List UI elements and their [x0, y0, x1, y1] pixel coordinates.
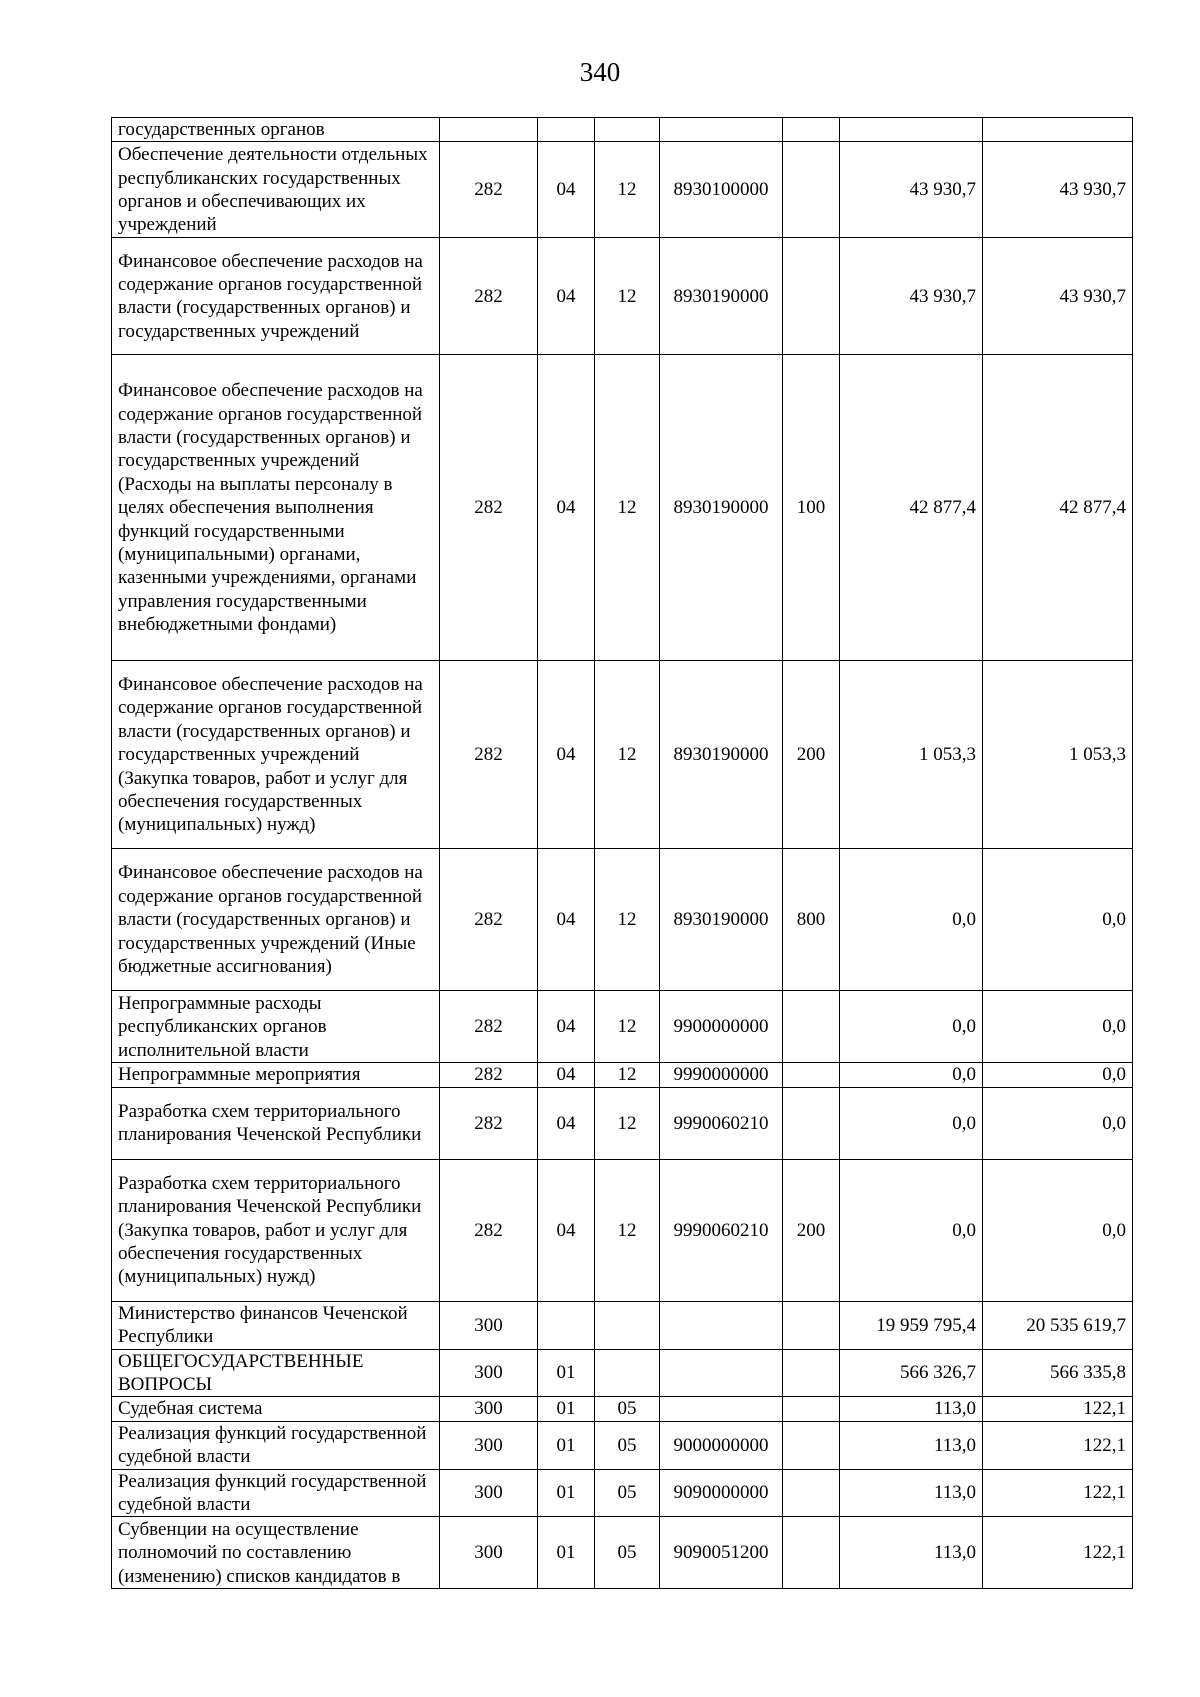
- row-vr: 200: [783, 661, 840, 849]
- table-row: [112, 1349, 1133, 1397]
- row-sum-1: 19 959 795,4: [840, 1301, 983, 1349]
- row-sum-2: 0,0: [983, 849, 1133, 991]
- row-sum-2: 1 053,3: [983, 661, 1133, 849]
- row-vr: [783, 1517, 840, 1589]
- row-csr: 8930190000: [660, 238, 783, 355]
- row-rz: 01: [538, 1469, 595, 1517]
- budget-table-body: [112, 118, 1133, 1589]
- row-rz: 04: [538, 991, 595, 1063]
- row-pr: [595, 118, 660, 142]
- row-vr: [783, 1469, 840, 1517]
- row-vr: 200: [783, 1159, 840, 1301]
- row-sum-2: [983, 118, 1133, 142]
- row-pr: 12: [595, 1159, 660, 1301]
- row-csr: [660, 1349, 783, 1397]
- row-sum-2: 122,1: [983, 1397, 1133, 1421]
- row-pr: 05: [595, 1469, 660, 1517]
- table-row: [112, 1087, 1133, 1159]
- row-name: ОБЩЕГОСУДАРСТВЕННЫЕ ВОПРОСЫ: [112, 1349, 440, 1397]
- row-csr: 8930100000: [660, 142, 783, 238]
- row-rz: 04: [538, 355, 595, 661]
- row-csr: 9090051200: [660, 1517, 783, 1589]
- row-rz: 04: [538, 849, 595, 991]
- row-pr: 12: [595, 1087, 660, 1159]
- row-sum-1: 43 930,7: [840, 238, 983, 355]
- row-pr: [595, 1301, 660, 1349]
- row-sum-1: 566 326,7: [840, 1349, 983, 1397]
- table-row: [112, 991, 1133, 1063]
- row-name: Финансовое обеспечение расходов на содержание органов государственной власти (государственных органов) и государственных учреждений: [112, 238, 440, 355]
- row-vr: [783, 1349, 840, 1397]
- table-row: [112, 1517, 1133, 1589]
- row-ved: 282: [440, 1159, 538, 1301]
- row-ved: 282: [440, 849, 538, 991]
- table-row: [112, 142, 1133, 238]
- table-row: [112, 1469, 1133, 1517]
- row-csr: 9990060210: [660, 1159, 783, 1301]
- row-csr: 9990060210: [660, 1087, 783, 1159]
- row-sum-2: 43 930,7: [983, 142, 1133, 238]
- row-rz: 04: [538, 661, 595, 849]
- row-ved: 300: [440, 1421, 538, 1469]
- row-sum-1: [840, 118, 983, 142]
- row-csr: 9000000000: [660, 1421, 783, 1469]
- row-sum-1: 113,0: [840, 1421, 983, 1469]
- row-rz: 04: [538, 1087, 595, 1159]
- row-sum-2: 20 535 619,7: [983, 1301, 1133, 1349]
- row-rz: 04: [538, 142, 595, 238]
- row-sum-1: 113,0: [840, 1517, 983, 1589]
- row-ved: 282: [440, 1063, 538, 1087]
- page-number: 340: [579, 57, 621, 87]
- row-ved: 282: [440, 238, 538, 355]
- row-name: Обеспечение деятельности отдельных республиканских государственных органов и обеспечивающих их учреждений: [112, 142, 440, 238]
- table-row: [112, 661, 1133, 849]
- row-sum-2: 43 930,7: [983, 238, 1133, 355]
- table-row: [112, 849, 1133, 991]
- row-name: Финансовое обеспечение расходов на содержание органов государственной власти (государственных органов) и государственных учреждений (Иные бюджетные ассигнования): [112, 849, 440, 991]
- row-sum-1: 0,0: [840, 1063, 983, 1087]
- row-csr: [660, 1397, 783, 1421]
- row-name: Судебная система: [112, 1397, 440, 1421]
- row-vr: [783, 1397, 840, 1421]
- table-row: [112, 355, 1133, 661]
- row-sum-1: 43 930,7: [840, 142, 983, 238]
- row-csr: 8930190000: [660, 661, 783, 849]
- table-row: [112, 1159, 1133, 1301]
- row-name: Разработка схем территориального планирования Чеченской Республики (Закупка товаров, работ и услуг для обеспечения государственных (муниципальных) нужд): [112, 1159, 440, 1301]
- row-ved: 282: [440, 142, 538, 238]
- row-vr: [783, 238, 840, 355]
- row-ved: 282: [440, 355, 538, 661]
- row-csr: 8930190000: [660, 849, 783, 991]
- table-row: [112, 1421, 1133, 1469]
- row-pr: 12: [595, 1063, 660, 1087]
- row-rz: 01: [538, 1349, 595, 1397]
- row-csr: 8930190000: [660, 355, 783, 661]
- row-pr: 05: [595, 1397, 660, 1421]
- row-rz: 04: [538, 1159, 595, 1301]
- row-pr: 05: [595, 1517, 660, 1589]
- row-name: Министерство финансов Чеченской Республики: [112, 1301, 440, 1349]
- row-name: государственных органов: [112, 118, 440, 142]
- row-name: Непрограммные расходы республиканских органов исполнительной власти: [112, 991, 440, 1063]
- row-ved: 282: [440, 1087, 538, 1159]
- row-rz: 01: [538, 1517, 595, 1589]
- row-csr: [660, 118, 783, 142]
- row-ved: 300: [440, 1397, 538, 1421]
- row-pr: 12: [595, 849, 660, 991]
- row-vr: [783, 118, 840, 142]
- row-vr: [783, 142, 840, 238]
- row-sum-2: 0,0: [983, 991, 1133, 1063]
- row-csr: 9090000000: [660, 1469, 783, 1517]
- row-ved: [440, 118, 538, 142]
- row-pr: [595, 1349, 660, 1397]
- table-row: [112, 1397, 1133, 1421]
- row-sum-1: 113,0: [840, 1397, 983, 1421]
- row-pr: 12: [595, 355, 660, 661]
- row-sum-1: 0,0: [840, 849, 983, 991]
- row-ved: 300: [440, 1301, 538, 1349]
- row-rz: 01: [538, 1397, 595, 1421]
- row-rz: [538, 1301, 595, 1349]
- table-row: [112, 118, 1133, 142]
- row-vr: [783, 1421, 840, 1469]
- row-csr: 9900000000: [660, 991, 783, 1063]
- row-name: Реализация функций государственной судебной власти: [112, 1469, 440, 1517]
- row-sum-2: 566 335,8: [983, 1349, 1133, 1397]
- row-vr: 100: [783, 355, 840, 661]
- row-pr: 12: [595, 991, 660, 1063]
- row-ved: 282: [440, 661, 538, 849]
- row-pr: 12: [595, 142, 660, 238]
- row-sum-1: 0,0: [840, 991, 983, 1063]
- row-name: Субвенции на осуществление полномочий по составлению (изменению) списков кандидатов в: [112, 1517, 440, 1589]
- row-name: Непрограммные мероприятия: [112, 1063, 440, 1087]
- row-rz: 04: [538, 238, 595, 355]
- row-sum-2: 0,0: [983, 1087, 1133, 1159]
- row-sum-1: 0,0: [840, 1087, 983, 1159]
- row-sum-2: 122,1: [983, 1517, 1133, 1589]
- row-sum-2: 42 877,4: [983, 355, 1133, 661]
- row-sum-2: 122,1: [983, 1469, 1133, 1517]
- row-name: Финансовое обеспечение расходов на содержание органов государственной власти (государственных органов) и государственных учреждений (Закупка товаров, работ и услуг для обеспечения государственных (муниципальных) нужд): [112, 661, 440, 849]
- row-name: Реализация функций государственной судебной власти: [112, 1421, 440, 1469]
- row-vr: 800: [783, 849, 840, 991]
- row-pr: 05: [595, 1421, 660, 1469]
- row-sum-1: 42 877,4: [840, 355, 983, 661]
- row-rz: [538, 118, 595, 142]
- row-rz: 04: [538, 1063, 595, 1087]
- row-ved: 300: [440, 1349, 538, 1397]
- table-row: [112, 1301, 1133, 1349]
- row-vr: [783, 991, 840, 1063]
- row-pr: 12: [595, 661, 660, 849]
- row-rz: 01: [538, 1421, 595, 1469]
- row-pr: 12: [595, 238, 660, 355]
- row-csr: [660, 1301, 783, 1349]
- row-sum-2: 0,0: [983, 1159, 1133, 1301]
- table-row: [112, 1063, 1133, 1087]
- row-vr: [783, 1087, 840, 1159]
- row-sum-1: 0,0: [840, 1159, 983, 1301]
- row-ved: 300: [440, 1469, 538, 1517]
- row-csr: 9990000000: [660, 1063, 783, 1087]
- row-name: Финансовое обеспечение расходов на содержание органов государственной власти (государственных органов) и государственных учреждений (Расходы на выплаты персоналу в целях обеспечения выполнения функций государственными (муниципальными) органами, казенными учреждениями, органами управления государственными внебюджетными фондами): [112, 355, 440, 661]
- row-sum-2: 0,0: [983, 1063, 1133, 1087]
- row-vr: [783, 1301, 840, 1349]
- row-sum-1: 113,0: [840, 1469, 983, 1517]
- row-ved: 282: [440, 991, 538, 1063]
- table-row: [112, 238, 1133, 355]
- row-ved: 300: [440, 1517, 538, 1589]
- budget-table: [111, 117, 1133, 1589]
- row-sum-1: 1 053,3: [840, 661, 983, 849]
- row-vr: [783, 1063, 840, 1087]
- row-sum-2: 122,1: [983, 1421, 1133, 1469]
- row-name: Разработка схем территориального планирования Чеченской Республики: [112, 1087, 440, 1159]
